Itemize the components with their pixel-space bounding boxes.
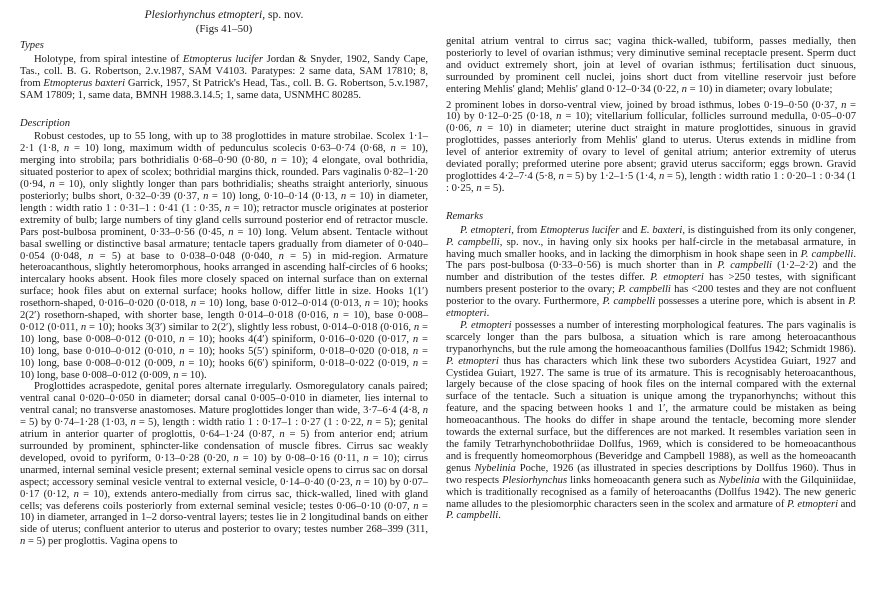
text-run: = 10); retractor muscle originates at posterior extremity of bulb; large numbers of tiny gland cells surround posterior end of retractor muscle. Pars post-bulbosa prominent, 0·33–0·56 (0·45, [20, 202, 428, 238]
left-column [20, 0, 428, 548]
text-run: Poche, 1926 (as illustrated in species descriptions by Dollfus 1960). Thus in two respects [446, 462, 856, 486]
italic-term: n [558, 170, 564, 182]
description-heading: Description [20, 117, 71, 129]
italic-term: n [658, 170, 665, 182]
species-suffix: , sp. nov. [262, 9, 304, 21]
italic-term: n [412, 333, 419, 345]
text-run: = 10), only slightly longer than pars bothridialis; sheaths straight anteriorly, sinuous posteriorly; bulbs short, 0·32–0·39 (0·37, [20, 179, 428, 202]
text-run: = 10) long, base 0·008–0·012 (0·010, [20, 321, 429, 345]
italic-term: n [681, 83, 687, 95]
species-title [20, 8, 428, 22]
italic-term: P. etmopteri [446, 296, 857, 320]
italic-term: n [224, 202, 231, 214]
text-run: = 5) in mid-region. Armature heteroacanthous, slightly heteromorphous, hooks arranged in ascending half-circles of 6 hooks; intercalary hooks absent. Hook files more closely spaced on internal surface than on external surface; hook files abut on external surface; hooks hollow, differ little in size. Hooks 1(1′) rosethorn-shaped, 0·016–0·020 (0·018, [20, 250, 428, 310]
text-run: = 10) by 0·08–0·16 (0·11, [238, 452, 364, 464]
text-run: = 10); vitellarium follicular, follicles surround medulla, 0·05–0·07 (0·06, [446, 111, 856, 135]
text-run: = 10); hooks 2(2′) rosethorn-shaped, with shorter base, length 0·014–0·018 (0·016, [20, 298, 428, 322]
italic-term: n [333, 310, 339, 322]
italic-term: P. campbelli [446, 236, 500, 248]
text-run: . [498, 510, 501, 522]
italic-term: n [279, 429, 285, 441]
italic-term: P. campbelli [602, 296, 656, 308]
italic-term: Plesiorhynchus [501, 474, 568, 486]
text-run: = 10) long, base 0·008–0·012 (0·009, [20, 345, 428, 369]
italic-term: n [228, 226, 234, 238]
italic-term: n [73, 488, 79, 500]
description-paragraph-2-continued-b [446, 100, 856, 195]
italic-term: n [271, 155, 277, 167]
text-run: = 10) in diameter, length : width ratio 1 : 0·31–1 : 0·41 (1 : 0·35, [20, 190, 428, 214]
italic-term: n [366, 417, 373, 429]
text-run: = 10); hooks 6(6′) spiniform, 0·018–0·022 (0·019, [184, 357, 413, 369]
species-name: Plesiorhynchus etmopteri [144, 9, 263, 21]
italic-term: E. baxteri [640, 224, 683, 236]
italic-term: P. campbelli [618, 284, 671, 296]
text-run: . [486, 308, 490, 320]
types-heading: Types [20, 40, 44, 51]
text-run: thus has characters which link these two suborders Acystidea Guiart, 1927 and Cystidea Guiart, 1927. The same is true of its armature. This is recognisably heteroacanthous, largely because of the close spacing of hook files on the internal compared with the external surface of the tentacle. Such a situation is unique among the trypanorhynchs; without this feature, and the spacing between hooks 1 and 1′, the armature could be mistaken as being homeoacanthous. The hooks do differ in shape around the tentacle, becoming more slender towards the external surface, but the differences are not marked. It resembles variation seen in the family Tetrarhynchobothriidae Dollfus, 1969, which is considered to be homeoacanthous and is frequently homeomorphous (Beveridge and Campbell 1988), as well as the homeoacanth genus [446, 355, 856, 474]
text-run: = 10) long, base 0·008–0·012 (0·009, [20, 357, 428, 381]
remarks-paragraph-2 [446, 320, 856, 522]
italic-term: Etmopterus baxteri [43, 77, 126, 89]
text-run: = 5) by 0·74–1·28 (1·03, [20, 417, 131, 429]
text-run: = 10) long. Velum absent. Tentacle without basal swelling or distinctive basal armature; tentacle tapers gradually from diameter of 0·040–0·054 (0·048, [20, 226, 428, 262]
text-run: = 5); genital atrium in anterior quarter of proglottis, 0·64–1·24 (0·87, [20, 417, 428, 441]
description-paragraph-1 [20, 131, 428, 381]
italic-term: n [476, 123, 483, 135]
remarks-heading: Remarks [446, 210, 484, 222]
italic-term: P. campbelli [717, 260, 773, 272]
italic-term: n [413, 321, 420, 333]
text-run: Holotype, from spiral intestine of [34, 53, 183, 65]
text-run: = 10) by 0·07–0·17 (0·12, [20, 476, 428, 500]
text-run: 2 prominent lobes in dorso-ventral view, joined by broad isthmus, lobes 0·19–0·50 (0·37, [446, 99, 842, 111]
italic-term: n [63, 143, 70, 155]
italic-term: n [190, 298, 197, 310]
text-run: = 5), length : width ratio 1 : 0·20–1 : 0·34 (1 : 0·25, [446, 170, 857, 194]
italic-term: P. etmopteri [460, 224, 512, 236]
italic-term: n [179, 333, 185, 345]
text-run: = 10); cirrus unarmed, internal seminal vesicle present; external seminal vesicle opens to cirrus sac on dorsal aspect; accessory seminal vesicle ventral to external vesicle, 0·14–0·40 (0·23, [20, 452, 428, 488]
italic-term: n [278, 250, 284, 262]
remarks-paragraph-1 [446, 225, 856, 320]
italic-term: P. campbelli [800, 248, 854, 260]
text-run: = 10), merging into strobila; pars bothridialis 0·68–0·90 (0·80, [20, 143, 429, 167]
description-paragraph-2-continued [446, 36, 856, 96]
text-run: Proglottides acraspedote, genital pores alternate irregularly. Osmoregulatory canals paired; ventral canal 0·020–0·050 in diameter; dorsal canal 0·005–0·010 in diameter, lies internal to ventral canal; no transverse anastomoses. Mature proglottides longer than wide, 3·7–6·4 (4·8, [20, 381, 428, 417]
text-run: = 5) per proglottis. Vagina opens to [25, 536, 178, 548]
text-run: Robust cestodes, up to 55 long, with up to 38 proglottides in mature strobilae. Scolex 1·1–2·1 (1·8, [20, 131, 428, 155]
text-run: = 10); hooks 5(5′) spiniform, 0·018–0·020 (0·018, [184, 345, 413, 357]
italic-term: n [233, 452, 239, 464]
text-run: = 10); 4 elongate, oval bothridia, situated posterior to apex of scolex; bothridial margins thick, rounded. Pars vaginalis 0·82–1·20 (0·94, [20, 155, 428, 191]
text-run: has <200 testes and they are not confluent posterior to the ovary. Furthermore, [446, 284, 856, 308]
italic-term: Nybelinia [718, 474, 760, 486]
text-run: , from [511, 224, 541, 236]
italic-term: n [203, 190, 209, 202]
text-run: = 5). [481, 182, 505, 194]
italic-term: P. etmopteri [787, 498, 839, 510]
text-run: , is distinguished from its only congener, [682, 224, 856, 236]
italic-term: Etmopterus lucifer [182, 53, 263, 65]
italic-term: Nybelinia [474, 462, 516, 474]
text-run: = 5) at base to 0·038–0·048 (0·040, [93, 250, 279, 262]
italic-term: n [49, 179, 55, 191]
text-run: = 10); hooks 3(3′) similar to 2(2′), slightly less robust, 0·014–0·018 (0·016, [86, 321, 414, 333]
text-run: possesses a number of interesting morphological features. The pars vaginalis is scarcely longer than the pars bulbosa, a situation which is rare among heteroacanthous trypanorhynchs, but the rule among the homeoacanthous families (Dollfus 1942; Schmidt 1986). [446, 319, 856, 355]
text-run: genital atrium ventral to cirrus sac; vagina thick-walled, tubiform, passes medially, then posteriorly to level of ovarian isthmus; very diminutive seminal receptacle present. Sperm duct and oviduct extremely short, join at level of ovarian isthmus; fertilisation duct sinuous, surrounded by prominent cell nuclei, joins short duct from vitelline reservoir just before entering Mehlis' gland; Mehlis' gland 0·12–0·34 (0·22, [446, 36, 856, 95]
right-column [446, 36, 856, 522]
italic-term: n [88, 250, 94, 262]
description-paragraph-2 [20, 381, 428, 548]
text-run: links homeoacanth genera such as [567, 474, 719, 486]
italic-term: n [20, 536, 26, 548]
figures-reference: (Figs 41–50) [195, 23, 253, 35]
italic-term: n [841, 99, 847, 111]
italic-term: n [556, 111, 562, 123]
text-run: , sp. nov., in having only six hooks per half-circle in the metabasal armature, in having much smaller hooks, and in lacking the dimorphism in hook shape seen in [446, 236, 856, 260]
text-run: and [619, 224, 641, 236]
italic-term: n [412, 345, 419, 357]
italic-term: n [179, 357, 185, 369]
text-run: Garrick, 1957, St Patrick's Head, Tas., coll. B. G. Robertson, 5.v.1987, SAM 17809; 1, same data, BMNH 1988.3.14.5; 1, same data, USNMHC 80285. [20, 77, 428, 101]
text-run: = 10) by 0·12–0·25 (0·18, [446, 99, 857, 123]
text-run: = 10) in diameter; uterine duct straight in mature proglottides, sinuous in gravid proglottides, passes anteriorly from Mehlis' gland to uterus. Uterus extends in midline from level of anterior extremity of ovary to level of genital atrium; anterior extremity of uterus deviated porally; preformed uterine pore absent; gravid uterus sacciform; eggs brown. Gravid proglottides 4·2–7·4 (5·8, [446, 123, 856, 182]
italic-term: n [412, 357, 419, 369]
italic-term: P. campbelli [446, 510, 499, 522]
text-run: = 10) long, base 0·010–0·012 (0·010, [20, 333, 428, 357]
italic-term: P. etmopteri [650, 272, 704, 284]
italic-term: P. etmopteri [446, 355, 499, 367]
italic-term: n [422, 405, 428, 417]
text-run: = 10) in diameter; ovary lobulate; [686, 83, 833, 95]
italic-term: n [364, 298, 370, 310]
italic-term: Etmopterus lucifer [540, 224, 620, 236]
text-run: Jordan & Snyder, 1902, Sandy Cape, Tas., coll. B. G. Robertson, 2.v.1987, SAM V4103. Paratypes: 2 same data, SAM 17810; 8, from [20, 53, 428, 89]
text-run: = 10) long, base 0·012–0·014 (0·013, [196, 298, 365, 310]
italic-term: n [80, 321, 87, 333]
text-run: = 10), base 0·008–0·012 (0·011, [20, 310, 428, 333]
text-run: = 10). [178, 369, 207, 381]
text-run: . The pars post-bulbosa (0·33–0·56) is much shorter than in [446, 248, 856, 272]
text-run: and [838, 498, 856, 510]
text-run: = 10) long, 0·10–0·14 (0·13, [208, 190, 341, 202]
text-run: = 10) in diameter, arranged in 1–2 dorso-ventral layers; testes lie in 2 longitudinal bands on either side of uterus; confluent anterior to uterus and posterior to ovary; testes number 268–399 (311, [20, 500, 428, 536]
italic-term: n [179, 345, 185, 357]
text-run: = 10); hooks 4(4′) spiniform, 0·016–0·020 (0·017, [184, 333, 413, 345]
text-run: = 5), length : width ratio 1 : 0·17–1 : 0·27 (1 : 0·22, [135, 417, 367, 429]
italic-term: n [173, 369, 179, 381]
italic-term: n [413, 500, 419, 512]
text-run: = 5) by 1·2–1·5 (1·4, [563, 170, 659, 182]
italic-term: n [355, 476, 361, 488]
text-run: with the Gilquiniidae, which is traditionally recognised as a family of heteroacanths (Dollfus 1942). The new generic name alludes to the plesiomorphic characters seen in the scolex and armature of [446, 474, 856, 510]
italic-term: n [130, 417, 136, 429]
italic-term: n [390, 143, 396, 155]
italic-term: P. etmopteri [460, 319, 512, 331]
text-run: has >250 testes, with significant numbers present posterior to the ovary; [446, 272, 856, 296]
text-run: = 10), extends antero-medially from cirrus sac, thick-walled, lined with gland cells; vas deferens coils posteriorly from external seminal vesicle; testes 0·06–0·10 (0·07, [20, 488, 429, 512]
text-run: = 5) from anterior end; atrium surrounded by prominent, sphincter-like condensation of muscle fibres. Cirrus sac weakly developed, ovoid to pyriform, 0·13–0·28 (0·20, [20, 429, 428, 464]
text-run: (1·2–2·2) and the number and distribution of the testes differ. [446, 260, 857, 284]
italic-term: n [476, 182, 482, 194]
italic-term: n [340, 190, 347, 202]
italic-term: n [363, 452, 369, 464]
text-run: = 10) long, maximum width of pedunculus scolecis 0·63–0·74 (0·68, [69, 143, 391, 155]
text-run: possesses a uterine pore, which is absent in [655, 296, 849, 308]
types-paragraph [20, 54, 428, 102]
